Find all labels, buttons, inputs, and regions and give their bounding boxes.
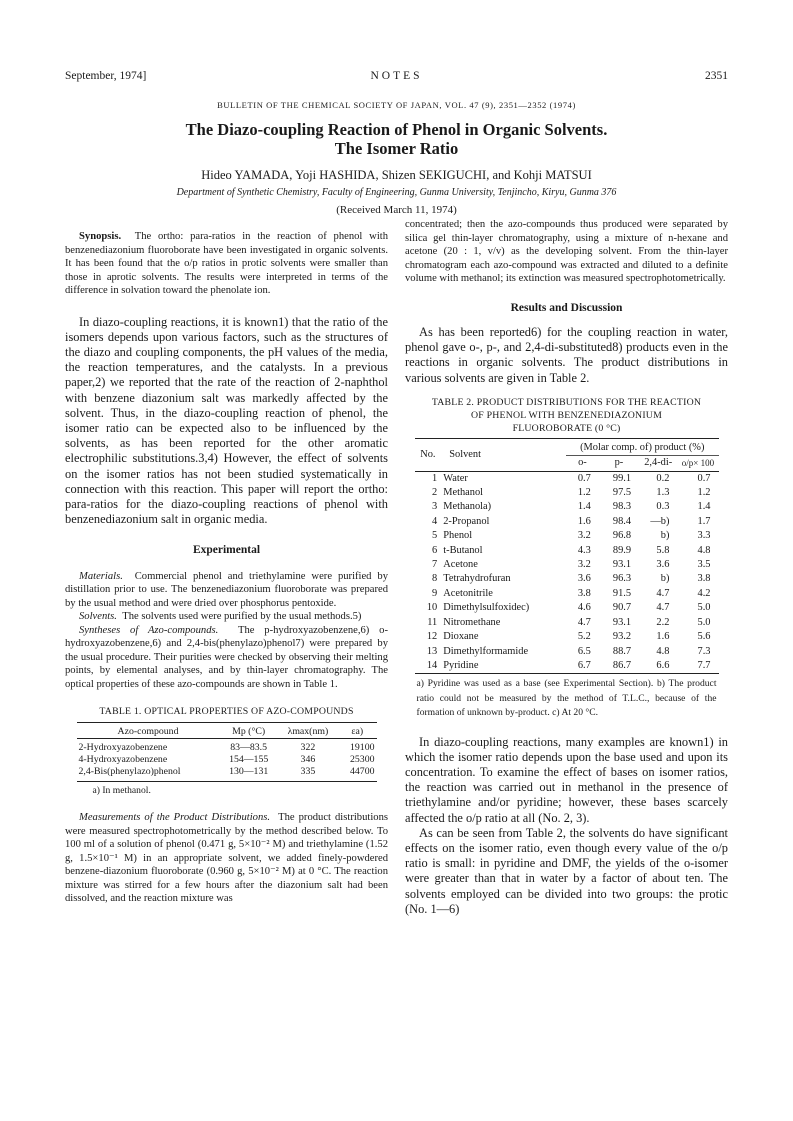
t2-value-cell: 4.3 [577, 544, 591, 556]
measurements-text: The product distributions were measured spectrophotometrically by the method described below. To 100 ml of a solution of phenol (0.471 g, 5×10⁻² M) and triethylamine (1.52 g, 1.5×10⁻¹ M) in an appropriate solvent, we added finely-powdered benzene-diazonium fluoroborate (0.960 g, 5×10⁻² M) at 0 °C. The reaction mixture was stirred for a few hours after the diazonium salt had been dissolved, and the reaction mixture was [65, 812, 388, 905]
t2-value-cell: 6 [432, 544, 438, 556]
t2-header-no: No. [420, 448, 436, 460]
syntheses-head: Syntheses of Azo-compounds. [79, 624, 219, 636]
table-row [415, 630, 719, 644]
t2-value-cell: 1.6 [577, 515, 591, 527]
t1-cell: 2-Hydroxyazobenzene [78, 742, 168, 754]
t2-solvent-cell: Dioxane [443, 631, 479, 643]
t2-value-cell: 5.2 [577, 631, 591, 643]
title-line-2: The Isomer Ratio [334, 139, 459, 158]
t2-value-cell: 4.7 [656, 602, 670, 614]
t2-value-cell: 10 [426, 602, 438, 614]
table-row [415, 486, 719, 500]
t1-header-compound: Azo-compound [117, 726, 179, 738]
t1-cell: 4-Hydroxyazobenzene [78, 754, 168, 766]
received-date: (Received March 11, 1974) [336, 204, 457, 216]
t2-value-cell: 7.3 [697, 645, 711, 657]
t2-value-cell: 7.7 [697, 659, 711, 671]
t2-value-cell: 1.4 [697, 501, 711, 513]
solvents-text: The solvents used were purified by the usual methods.5) [122, 611, 362, 623]
table-row [415, 601, 719, 615]
t1-cell: 2,4-Bis(phenylazo)phenol [78, 766, 181, 778]
t1-cell: 346 [300, 754, 316, 766]
solvents-head: Solvents. [79, 611, 117, 623]
materials-paragraph [65, 570, 388, 611]
t2-value-cell: 3 [432, 501, 438, 513]
t2-value-cell: 11 [427, 616, 438, 628]
t2-value-cell: 93.2 [612, 631, 632, 643]
t1-cell: 130—131 [229, 766, 269, 778]
t1-cell: 322 [300, 742, 316, 754]
t2-value-cell: 3.2 [577, 530, 591, 542]
t2-value-cell: 1 [432, 472, 438, 484]
t2-value-cell: 3.8 [697, 573, 711, 585]
table-row [415, 616, 719, 630]
t2-value-cell: 3.5 [697, 559, 711, 571]
t2-value-cell: 0.7 [697, 472, 711, 484]
t1-cell: 335 [300, 766, 316, 778]
t2-value-cell: 5.0 [697, 602, 711, 614]
t2-value-cell: 0.2 [656, 472, 670, 484]
t2-value-cell: 1.7 [697, 515, 711, 527]
t2-value-cell: 8 [432, 573, 438, 585]
t2-value-cell: 93.1 [612, 616, 632, 628]
t2-value-cell: 98.3 [612, 501, 632, 513]
synopsis-text: The ortho: para-ratios in the reaction of phenol with benzenediazonium fluoroborate have been investigated in organic solvents. It has been found that the o/p ratios in protic solvents were smaller than those in aprotic solvents. The results were interpreted in terms of the difference in solvation toward the phenolate ion. [65, 231, 388, 296]
t2-value-cell: 2.2 [656, 616, 670, 628]
t2-value-cell: 3.2 [577, 559, 591, 571]
t1-footnote: a) In methanol. [92, 785, 151, 797]
t2-value-cell: —b) [650, 515, 670, 527]
t1-cell: 83—83.5 [230, 742, 268, 754]
t2-value-cell: 97.5 [612, 487, 632, 499]
t2-solvent-cell: Methanola) [443, 501, 492, 513]
t2-value-cell: 90.7 [612, 602, 632, 614]
t2-body [415, 471, 719, 674]
t2-value-cell: 5.6 [697, 631, 711, 643]
t1-cell: 154—155 [229, 754, 269, 766]
table-row [77, 754, 377, 766]
header-date: September, 1974] [65, 70, 147, 82]
t1-header-mp: Mp (°C) [232, 726, 266, 738]
t2-value-cell: 6.5 [577, 645, 591, 657]
running-header [65, 70, 728, 86]
table-1 [65, 705, 388, 797]
measurements-head: Measurements of the Product Distributions. [79, 812, 271, 824]
t2-value-cell: 1.2 [697, 487, 711, 499]
t1-cell: 44700 [350, 766, 375, 778]
t2-value-cell: 1.6 [656, 631, 670, 643]
t2-solvent-cell: Pyridine [443, 659, 479, 671]
t2-solvent-cell: Methanol [443, 487, 484, 499]
table-row [77, 739, 377, 755]
t2-value-cell: b) [660, 530, 670, 542]
table-1-grid [77, 722, 377, 797]
t1-cell: 19100 [350, 742, 375, 754]
table-2 [405, 396, 728, 721]
t1-header-epsilon: εa) [351, 726, 364, 738]
t2-solvent-cell: Nitromethane [443, 616, 501, 628]
t2-value-cell: 93.1 [612, 559, 632, 571]
t2-value-cell: 9 [432, 587, 438, 599]
synopsis-head: Synopsis. [79, 231, 122, 242]
t2-value-cell: 12 [426, 631, 438, 643]
table-row [415, 645, 719, 659]
t2-solvent-cell: Water [443, 472, 468, 484]
t2-value-cell: 98.4 [612, 515, 632, 527]
t1-cell: 25300 [350, 754, 375, 766]
t2-value-cell: 1.4 [577, 501, 591, 513]
t1-header-lambda: λmax(nm) [287, 726, 329, 738]
left-column [65, 230, 388, 906]
t2-footnote: a) Pyridine was used as a base (see Experimental Section). b) The product ratio could not be measured by the method of T.L.C., because of the formation of unknown by-product. c) At 20 °C. [416, 678, 717, 719]
page-number: 2351 [705, 70, 728, 82]
table-row [415, 659, 719, 674]
table-row [415, 529, 719, 543]
paper-title [0, 120, 793, 158]
table-1-caption: TABLE 1. OPTICAL PROPERTIES OF AZO-COMPOUNDS [99, 706, 354, 718]
t2-solvent-cell: Phenol [443, 530, 473, 542]
t2-solvent-cell: t-Butanol [443, 544, 483, 556]
results-paragraph-2: In diazo-coupling reactions, many examples are known1) in which the isomer ratio depends upon the base used and upon its concentration. To examine the effect of bases on isomer ratios, the reaction was carried out in methanol in the presence of triethylamine and/or pyridine; however, these bases scarcely affected the o/p ratio at all (No. 2, 3). [405, 734, 728, 825]
t2-value-cell: 96.3 [612, 573, 632, 585]
table-row [415, 558, 719, 572]
header-section: NOTES [370, 70, 423, 82]
t2-value-cell: 14 [426, 659, 438, 671]
t2-value-cell: 0.3 [656, 501, 670, 513]
t2-solvent-cell: Dimethylformamide [443, 645, 529, 657]
t2-value-cell: b) [660, 573, 670, 585]
t2-value-cell: 6.6 [656, 659, 670, 671]
t2-solvent-cell: 2-Propanol [443, 515, 490, 527]
t2-value-cell: 4 [432, 515, 438, 527]
t2-header-para: p- [614, 457, 624, 469]
table-row [415, 544, 719, 558]
solvents-paragraph [65, 610, 388, 624]
t2-value-cell: 4.8 [697, 544, 711, 556]
t2-value-cell: 96.8 [612, 530, 632, 542]
t2-value-cell: 5 [432, 530, 438, 542]
table-2-caption-3: FLUOROBORATE (0 °C) [512, 422, 621, 434]
syntheses-text: The p-hydroxyazobenzene,6) o-hydroxyazobenzene,6) and 2,4-bis(phenylazo)phenol7) were prepared by the usual procedure. Their purities were checked by observing their melting points, by elemental analyses, and by thin-layer chromatography. The optical properties of these azo-compounds are shown in Table 1. [65, 624, 388, 690]
t2-value-cell: 86.7 [612, 659, 632, 671]
t2-value-cell: 89.9 [612, 544, 632, 556]
syntheses-paragraph [65, 624, 388, 692]
t2-value-cell: 1.2 [577, 487, 591, 499]
results-paragraph-3: As can be seen from Table 2, the solvents do have significant effects on the isomer ratio, even though every value of the o/p ratio is small: in pyridine and DMF, the yields of the o-isomer were greater than that in water by a factor of about ten. The solvents employed can be divided into two groups: the protic (No. 1—6) [405, 825, 728, 916]
intro-paragraph: In diazo-coupling reactions, it is known1) that the ratio of the isomers depends upon various factors, such as the structures of the diazo and coupling components, the pH values of the media, the reaction temperatures, and the catalysts. In a previous paper,2) we reported that the rate of the reaction of 2-naphthol with benzene diazonium salt was markedly affected by the solvent. Thus, in the diazo-coupling reaction of phenol, the isomer ratio can be expected also to be influenced by the solvents, as has been reported for the other aromatic electrophilic substitutions.3,4) However, the effect of solvents on the isomer ratios has not been studied systematically in connection with this reaction. This paper will report the ortho: para-ratios for the diazo-coupling reactions of phenol with benzenediazonium salt in organic media. [65, 314, 388, 527]
synopsis [65, 230, 388, 298]
t2-value-cell: 99.1 [612, 472, 632, 484]
t2-value-cell: 4.2 [697, 587, 711, 599]
table-row [415, 471, 719, 486]
t2-value-cell: 3.6 [656, 559, 670, 571]
affiliation: Department of Synthetic Chemistry, Faculty of Engineering, Gunma University, Tenjincho, Kiryu, Gunma 376 [176, 187, 617, 198]
t2-value-cell: 7 [432, 559, 438, 571]
t2-header-solvent: Solvent [449, 448, 481, 460]
t2-solvent-cell: Tetrahydrofuran [443, 573, 511, 585]
t2-value-cell: 0.7 [577, 472, 591, 484]
t2-header-ratio: o/p× 100 [681, 458, 715, 469]
table-row [415, 500, 719, 514]
t2-value-cell: 5.8 [656, 544, 670, 556]
t2-solvent-cell: Acetonitrile [443, 587, 493, 599]
materials-head: Materials. [79, 570, 123, 582]
table-2-grid [415, 438, 719, 721]
t2-value-cell: 1.3 [656, 487, 670, 499]
continued-paragraph: concentrated; then the azo-compounds thus produced were separated by silica gel thin-layer chromatography, using a mixture of n-hexane and acetone (20 : 1, v/v) as the developing solvent. From the thin-layer chromatogram each azo-compound was extracted and diluted to a definite volume with methanol; its extinction was measured spectrophotometrically. [405, 219, 728, 284]
t2-solvent-cell: Dimethylsulfoxidec) [443, 602, 530, 614]
experimental-heading: Experimental [192, 544, 261, 557]
results-heading: Results and Discussion [510, 301, 623, 314]
table-row [415, 515, 719, 529]
table-2-caption-2: OF PHENOL WITH BENZENEDIAZONIUM [471, 409, 662, 421]
t2-value-cell: 6.7 [577, 659, 591, 671]
t2-value-cell: 4.7 [577, 616, 591, 628]
t2-value-cell: 2 [432, 487, 438, 499]
t2-header-group: (Molar comp. of) product (%) [566, 438, 719, 455]
t2-value-cell: 5.0 [697, 616, 711, 628]
t2-value-cell: 88.7 [612, 645, 632, 657]
t2-value-cell: 13 [426, 645, 438, 657]
right-column [405, 218, 728, 917]
table-row [77, 766, 377, 782]
authors: Hideo YAMADA, Yoji HASHIDA, Shizen SEKIGUCHI, and Kohji MATSUI [201, 168, 592, 182]
t2-value-cell: 3.6 [577, 573, 591, 585]
title-line-1: The Diazo-coupling Reaction of Phenol in Organic Solvents. [185, 120, 608, 139]
t2-header-di: 2,4-di- [644, 457, 673, 469]
t2-header-ortho: o- [578, 457, 587, 469]
results-paragraph-1: As has been reported6) for the coupling reaction in water, phenol gave o-, p-, and 2,4-di-substituted8) products even in the reactions in organic solvents. The product distributions in various solvents are given in Table 2. [405, 325, 728, 385]
t2-solvent-cell: Acetone [443, 559, 478, 571]
t2-value-cell: 3.3 [697, 530, 711, 542]
t2-value-cell: 4.6 [577, 602, 591, 614]
t2-value-cell: 4.7 [656, 587, 670, 599]
materials-text: Commercial phenol and triethylamine were purified by distillation prior to use. The benzenediazonium fluoroborate was prepared by the usual method and were dried over phosphorus pentoxide. [65, 570, 389, 609]
table-2-caption-1: TABLE 2. PRODUCT DISTRIBUTIONS FOR THE REACTION [431, 396, 702, 408]
journal-citation: BULLETIN OF THE CHEMICAL SOCIETY OF JAPAN, VOL. 47 (9), 2351—2352 (1974) [217, 100, 576, 110]
measurements-paragraph [65, 811, 388, 906]
t2-value-cell: 3.8 [577, 587, 591, 599]
t2-value-cell: 91.5 [612, 587, 632, 599]
t2-value-cell: 4.8 [656, 645, 670, 657]
table-row [415, 587, 719, 601]
table-row [415, 572, 719, 586]
